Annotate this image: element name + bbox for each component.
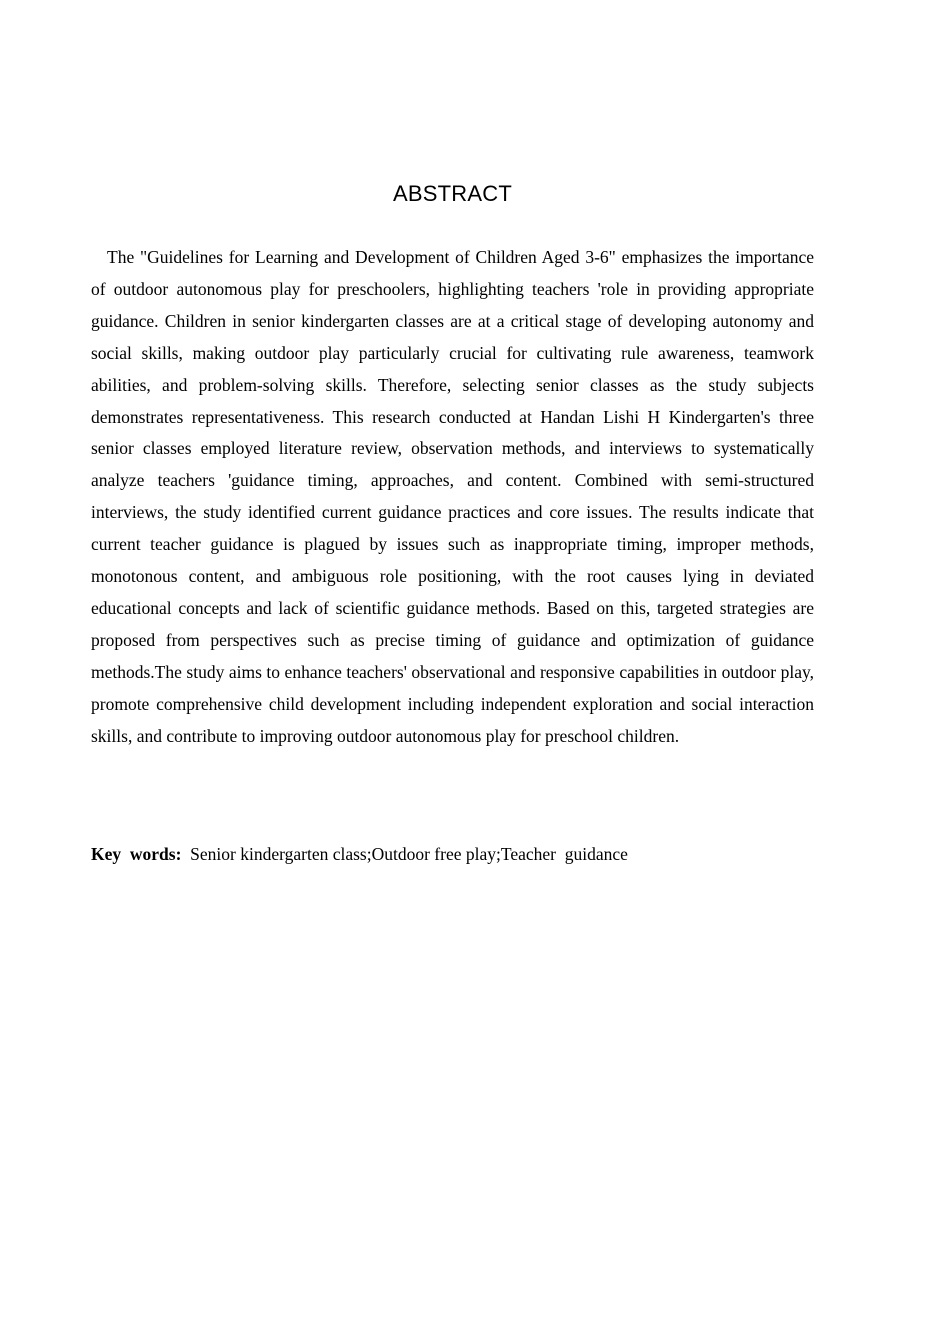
keywords-text: Senior kindergarten class;Outdoor free play;Teacher guidance — [181, 844, 628, 864]
abstract-title: ABSTRACT — [393, 181, 512, 206]
abstract-paragraph: The "Guidelines for Learning and Development of Children Aged 3-6" emphasizes the importance of outdoor autonomous play for preschoolers, highlighting teachers 'role in providing appropriate guidance. Children in senior kindergarten classes are at a critical stage of developing autonomy and social skills, making outdoor play particularly crucial for cultivating rule awareness, teamwork abilities, and problem-solving skills. Therefore, selecting senior classes as the study subjects demonstrates representativeness. This research conducted at Handan Lishi H Kindergarten's three senior classes employed literature review, observation methods, and interviews to systematically analyze teachers 'guidance timing, approaches, and content. Combined with semi-structured interviews, the study identified current guidance practices and core issues. The results indicate that current teacher guidance is plagued by issues such as inappropriate timing, improper methods, monotonous content, and ambiguous role positioning, with the root causes lying in deviated educational concepts and lack of scientific guidance methods. Based on this, targeted strategies are proposed from perspectives such as precise timing of guidance and optimization of guidance methods.The study aims to enhance teachers' observational and responsive capabilities in outdoor play, promote comprehensive child development including independent exploration and social interaction skills, and contribute to improving outdoor autonomous play for preschool children. — [91, 247, 814, 746]
keywords-line — [91, 840, 814, 868]
keywords-label: Key words: — [91, 844, 182, 864]
